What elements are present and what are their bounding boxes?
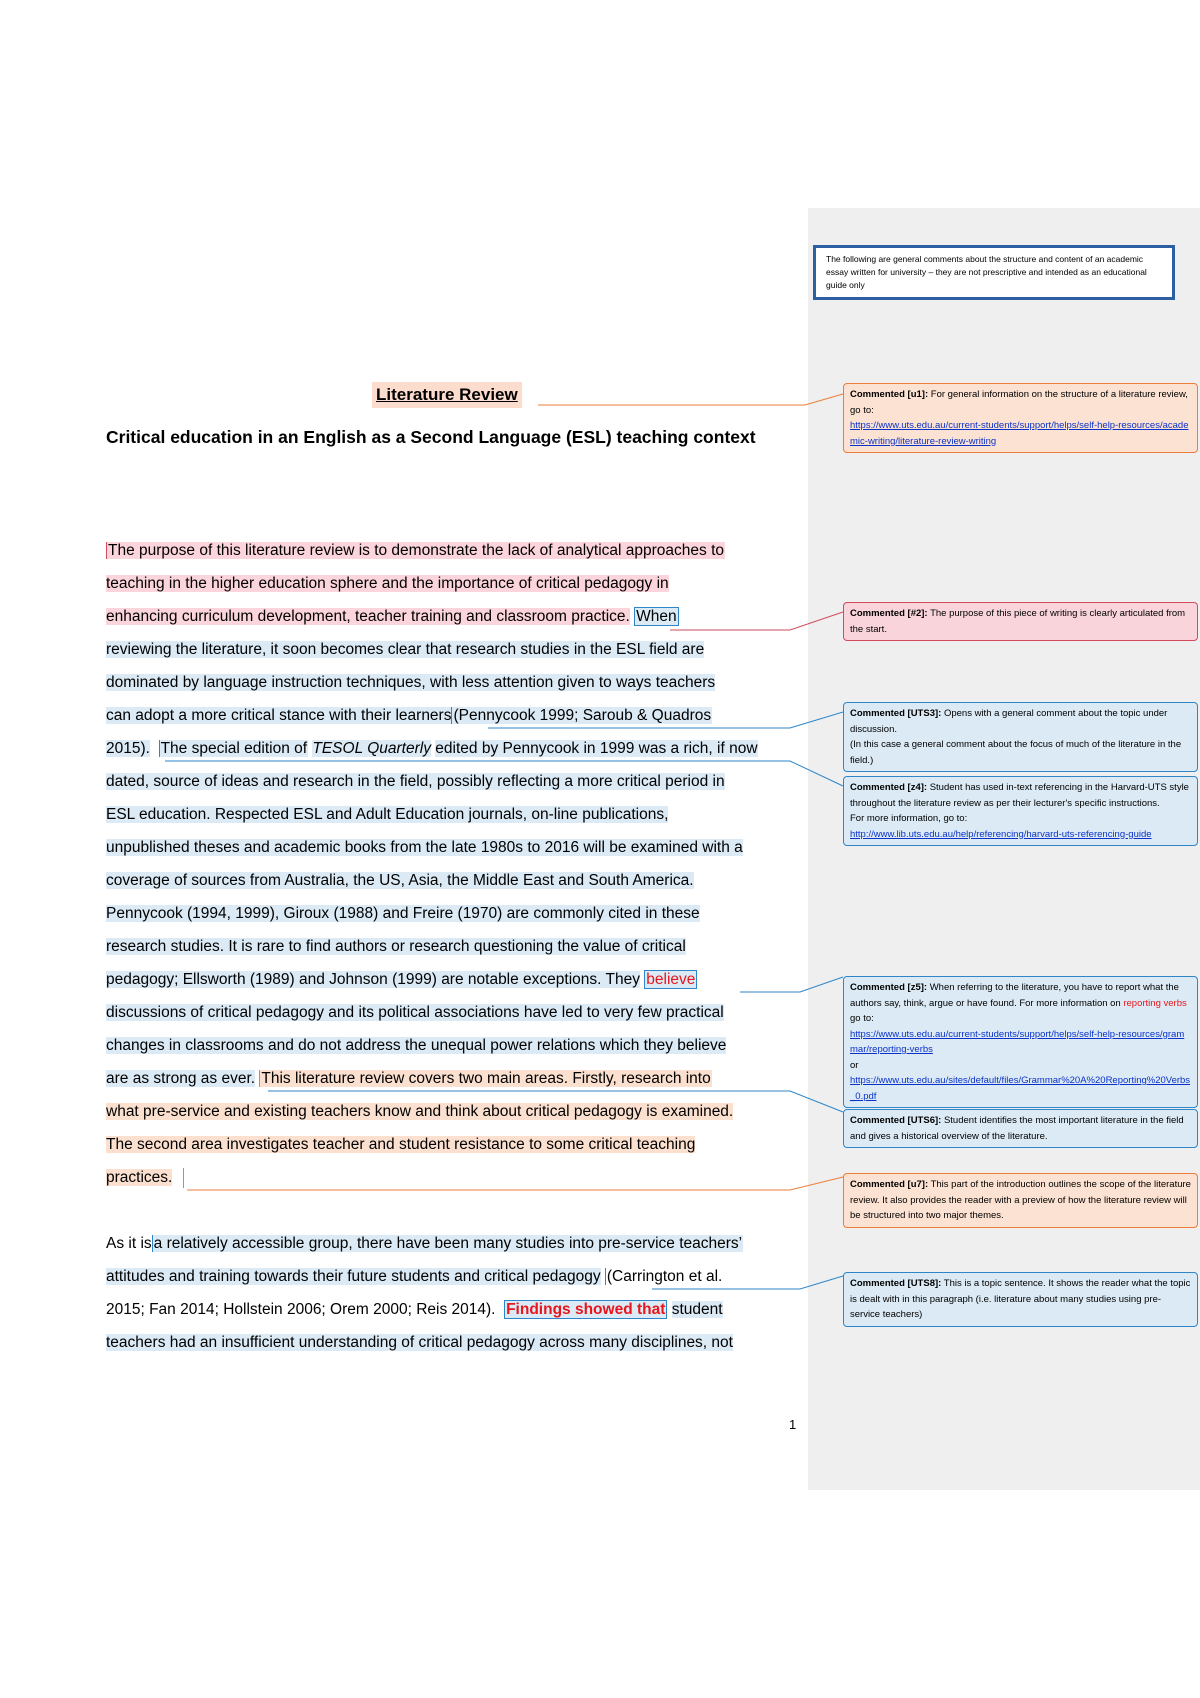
body-text: The special edition of <box>160 740 308 757</box>
body-text: dated, source of ideas and research in the field, possibly reflecting a more critical period in <box>106 773 725 790</box>
comment-text: Opens with a general comment about the topic under discussion. <box>850 708 1168 735</box>
comment-author: Commented [#2]: <box>850 608 928 619</box>
comment-link[interactable]: https://www.uts.edu.au/current-students/support/helps/self-help-resources/academic-writing/literature-review-writing <box>850 420 1189 447</box>
body-text: unpublished theses and academic books from the late 1980s to 2016 will be examined with a <box>106 839 743 856</box>
body-text: are as strong as ever. <box>106 1070 256 1087</box>
comment-uts6[interactable] <box>843 1109 1198 1148</box>
comment-author: Commented [UTS8]: <box>850 1278 942 1289</box>
body-line <box>106 1000 724 1026</box>
comment-u1[interactable] <box>843 383 1198 453</box>
body-text: The purpose of this literature review is to demonstrate the lack of analytical approaches to <box>108 542 725 559</box>
body-text: dominated by language instruction techniques, with less attention given to ways teachers <box>106 674 716 691</box>
body-line <box>106 604 679 630</box>
comment-text: go to: <box>850 1013 874 1024</box>
body-line <box>106 1165 184 1191</box>
comment-author: Commented [u7]: <box>850 1179 929 1190</box>
body-line <box>106 736 758 762</box>
connector-c7 <box>187 1177 843 1190</box>
comment-anchor <box>183 1168 184 1188</box>
comment-text: This part of the introduction outlines the scope of the literature review. It also provides the reader with a preview of how the literature review will be structured into two major themes. <box>850 1179 1191 1221</box>
comment-z5[interactable] <box>843 976 1198 1108</box>
comment-2[interactable] <box>843 602 1198 641</box>
body-line <box>106 1033 726 1059</box>
body-text: enhancing curriculum development, teacher training and classroom practice. <box>106 608 630 625</box>
comment-text: (In this case a general comment about the focus of much of the literature in the field.) <box>850 739 1182 766</box>
comment-link[interactable]: https://www.uts.edu.au/current-students/support/helps/self-help-resources/grammar/reporting-verbs <box>850 1028 1185 1055</box>
body-text: teachers had an insufficient understanding of critical pedagogy across many disciplines, not <box>106 1334 733 1351</box>
comment-uts3[interactable] <box>843 702 1198 772</box>
body-line <box>106 670 715 696</box>
body-line <box>106 538 725 564</box>
comment-author: Commented [z5]: <box>850 982 928 993</box>
reporting-verb: believe <box>646 971 696 988</box>
body-text: Pennycook (1994, 1999), Giroux (1988) and Freire (1970) are commonly cited in these <box>106 905 700 922</box>
body-line <box>106 703 712 729</box>
reporting-verbs-label: reporting verbs <box>1123 997 1187 1009</box>
citation-text: 2015). <box>106 740 150 757</box>
body-text: reviewing the literature, it soon becomes clear that research studies in the ESL field are <box>106 641 705 658</box>
body-text: This literature review covers two main areas. Firstly, research into <box>261 1070 711 1087</box>
body-line <box>106 769 725 795</box>
comment-author: Commented [z4]: <box>850 782 928 793</box>
comment-text: Student has used in-text referencing in the Harvard-UTS style throughout the literature review as per their lecturer's specific instructions. <box>850 782 1189 809</box>
body-line <box>106 1231 743 1257</box>
body-line <box>106 1132 695 1158</box>
body-text: edited by Pennycook in 1999 was a rich, if now <box>435 740 758 757</box>
body-line <box>106 1264 723 1290</box>
body-line <box>106 868 694 894</box>
comment-text: Student identifies the most important literature in the field and gives a historical overview of the literature. <box>850 1115 1184 1142</box>
comment-text: or <box>850 1059 859 1071</box>
general-note-text: The following are general comments about the structure and content of an academic essay written for university – they are not prescriptive and intended as an educational guide only <box>826 254 1147 290</box>
comment-u7[interactable] <box>843 1173 1198 1228</box>
page-number: 1 <box>789 1417 797 1432</box>
comment-z4[interactable] <box>843 776 1198 846</box>
comment-uts8[interactable] <box>843 1272 1198 1327</box>
body-line <box>106 1099 733 1125</box>
body-text: changes in classrooms and do not address the unequal power relations which they believe <box>106 1037 727 1054</box>
body-text: research studies. It is rare to find authors or research questioning the value of critical <box>106 938 686 955</box>
body-line <box>106 637 704 663</box>
body-text: student <box>671 1301 723 1318</box>
body-text: discussions of critical pedagogy and its political associations have led to very few practical <box>106 1004 724 1021</box>
citation-text: (Pennycook 1999; Saroub & Quadros <box>453 707 712 724</box>
citation-text: (Carrington et al. <box>606 1268 723 1285</box>
body-line <box>106 571 669 597</box>
comment-text: For general information on the structure of a literature review, go to: <box>850 389 1188 416</box>
reporting-phrase: Findings showed that <box>506 1301 666 1318</box>
comment-text: When referring to the literature, you have to report what the authors say, think, argue or have found. For more information on <box>850 982 1179 1009</box>
document-subtitle: Critical education in an English as a Second Language (ESL) teaching context <box>106 427 756 447</box>
comment-text: This is a topic sentence. It shows the reader what the topic is dealt with in this paragraph (i.e. literature about many studies using pre-service teachers) <box>850 1278 1191 1320</box>
body-text: coverage of sources from Australia, the US, Asia, the Middle East and South America. <box>106 872 694 889</box>
body-line <box>106 1066 712 1092</box>
body-text: The second area investigates teacher and student resistance to some critical teaching <box>106 1136 696 1153</box>
body-line <box>106 1297 723 1323</box>
comment-text: For more information, go to: <box>850 813 968 824</box>
journal-title: TESOL Quarterly <box>312 740 431 757</box>
body-text: pedagogy; Ellsworth (1989) and Johnson (1999) are notable exceptions. They <box>106 971 640 988</box>
body-text: teaching in the higher education sphere and the importance of critical pedagogy in <box>106 575 669 592</box>
body-text: what pre-service and existing teachers know and think about critical pedagogy is examined. <box>106 1103 734 1120</box>
body-line <box>106 934 686 960</box>
body-line <box>106 901 700 927</box>
comment-link[interactable]: http://www.lib.uts.edu.au/help/referencing/harvard-uts-referencing-guide <box>850 828 1152 840</box>
comment-author: Commented [UTS6]: <box>850 1115 942 1126</box>
body-text: attitudes and training towards their future students and critical pedagogy <box>106 1268 601 1285</box>
body-text: When <box>636 608 677 625</box>
comment-author: Commented [UTS3]: <box>850 708 942 719</box>
body-line <box>106 967 697 993</box>
body-line <box>106 835 743 861</box>
citation-text: 2015; Fan 2014; Hollstein 2006; Orem 2000; Reis 2014). <box>106 1301 496 1318</box>
body-text: practices. <box>106 1169 173 1186</box>
body-line <box>106 1330 733 1356</box>
connector-c1 <box>538 394 843 405</box>
body-text: a relatively accessible group, there have been many studies into pre-service teachers’ <box>153 1235 743 1252</box>
comment-link[interactable]: https://www.uts.edu.au/sites/default/files/Grammar%20A%20Reporting%20Verbs_0.pdf <box>850 1075 1191 1102</box>
general-note-box <box>813 245 1175 300</box>
document-title: Literature Review <box>372 382 522 408</box>
comment-text: The purpose of this piece of writing is clearly articulated from the start. <box>850 608 1186 635</box>
body-text: can adopt a more critical stance with their learners <box>106 707 452 724</box>
body-line <box>106 802 668 828</box>
comment-author: Commented [u1]: <box>850 389 929 400</box>
body-text: ESL education. Respected ESL and Adult Education journals, on-line publications, <box>106 806 669 823</box>
body-text: As it is <box>106 1235 152 1252</box>
